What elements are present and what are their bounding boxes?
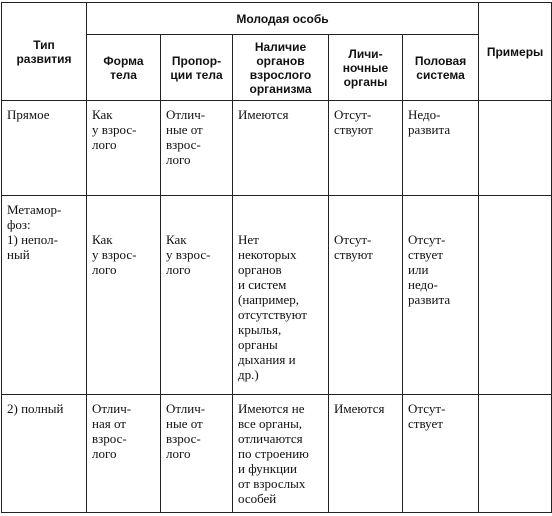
header-row-1 xyxy=(2,3,552,35)
cell-reproductive: Отсут- ствует или недо- развита xyxy=(408,232,451,307)
cell-adult-organs: Имеются не все органы, отличаются по строению и функции от взрослых особей xyxy=(238,401,309,506)
cell-body-shape: Как у взрос- лого xyxy=(92,232,137,277)
header-young-individual: Молодая особь xyxy=(87,3,479,35)
header-examples: Примеры xyxy=(479,3,552,101)
cell-reproductive: Отсут- ствует xyxy=(408,401,446,431)
cell-larval-organs: Отсут- ствуют xyxy=(334,107,373,137)
header-adult-organs: Наличие органов взрослого организма xyxy=(233,35,329,101)
cell-body-shape: Как у взрос- лого xyxy=(92,107,137,152)
cell-reproductive: Недо- развита xyxy=(408,107,451,137)
cell-type: Прямое xyxy=(7,107,50,122)
cell-adult-organs: Имеются xyxy=(238,107,289,122)
header-body-shape: Форма тела xyxy=(87,35,161,101)
cell-larval-organs: Имеются xyxy=(334,401,385,416)
cell-adult-organs: Нет некоторых органов и систем (например, отсутствуют крылья, органы дыхания и др.) xyxy=(238,232,307,382)
header-larval-organs: Личи- ночные органы xyxy=(329,35,403,101)
cell-proportions: Отлич- ные от взрос- лого xyxy=(166,107,206,167)
table-row xyxy=(2,196,552,395)
cell-type: Метамор- фоз: 1) непол- ный xyxy=(7,202,62,262)
header-type: Тип развития xyxy=(2,3,87,101)
development-types-table xyxy=(1,2,552,513)
cell-examples xyxy=(479,196,551,204)
cell-type: 2) полный xyxy=(7,401,64,416)
table-row xyxy=(2,395,552,513)
cell-proportions: Как у взрос- лого xyxy=(166,232,211,277)
cell-larval-organs: Отсут- ствуют xyxy=(334,232,373,262)
cell-proportions: Отлич- ные от взрос- лого xyxy=(166,401,206,461)
cell-body-shape: Отлич- ная от взрос- лого xyxy=(92,401,132,461)
cell-examples xyxy=(479,395,551,403)
header-reproductive: Половая система xyxy=(403,35,479,101)
table-row xyxy=(2,101,552,196)
cell-examples xyxy=(479,101,551,109)
header-proportions: Пропор- ции тела xyxy=(161,35,233,101)
